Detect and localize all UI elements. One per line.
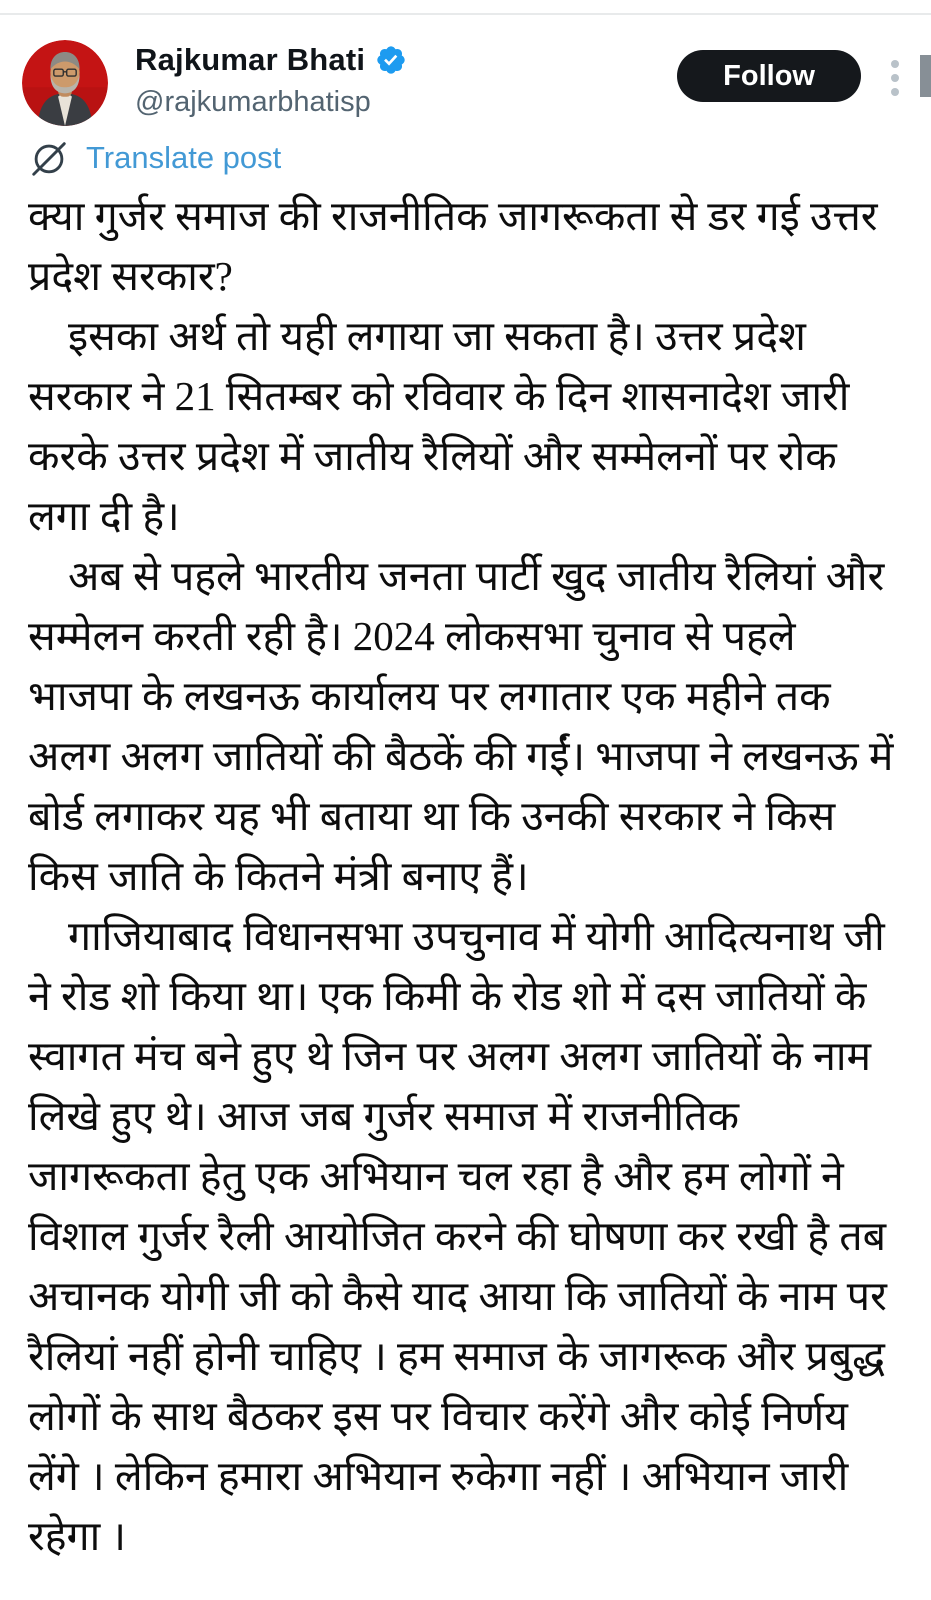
more-dot	[891, 74, 899, 82]
verified-badge-icon	[375, 44, 407, 76]
post-paragraph: इसका अर्थ तो यही लगाया जा सकता है। उत्तर प्रदेश सरकार ने 21 सितम्बर को रविवार के दिन शासनादेश जारी करके उत्तर प्रदेश में जातीय रैलियों और सम्मेलनों पर रोक लगा दी है।	[28, 313, 850, 539]
avatar[interactable]	[22, 40, 108, 126]
post-paragraph: गाजियाबाद विधानसभा उपचुनाव में योगी आदित्यनाथ जी ने रोड शो किया था। एक किमी के रोड शो में दस जातियों के स्वागत मंच बने हुए थे जिन पर अलग अलग जातियों के नाम लिखे हुए थे। आज जब गुर्जर समाज में राजनीतिक जागरूकता हेतु एक अभियान चल रहा है और हम लोगों ने विशाल गुर्जर रैली आयोजित करने की घोषणा कर रखी है तब अचानक योगी जी को कैसे याद आया कि जातियों के नाम पर रैलियां नहीं होनी चाहिए । हम समाज के जागरूक और प्रबुद्ध लोगों के साथ बैठकर इस पर विचार करेंगे और कोई निर्णय लेंगे । लेकिन हमारा अभियान रुकेगा नहीं । अभियान जारी रहेगा ।	[28, 913, 887, 1559]
follow-button[interactable]: Follow	[677, 50, 861, 102]
scrollbar-thumb[interactable]	[920, 55, 931, 97]
translate-icon	[28, 136, 70, 180]
header-actions	[677, 40, 903, 102]
more-dot	[891, 60, 899, 68]
author-identity	[135, 40, 677, 119]
author-display-name[interactable]: Rajkumar Bhati	[135, 42, 366, 77]
translate-post-label[interactable]: Translate post	[86, 140, 282, 175]
name-row	[135, 42, 677, 78]
top-divider	[0, 13, 931, 15]
author-handle[interactable]: @rajkumarbhatisp	[135, 86, 371, 118]
post-paragraph: अब से पहले भारतीय जनता पार्टी खुद जातीय रैलियां और सम्मेलन करती रही है। 2024 लोकसभा चुनाव से पहले भाजपा के लखनऊ कार्यालय पर लगातार एक महीने तक अलग अलग जातियों की बैठकें की गईं। भाजपा ने लखनऊ में बोर्ड लगाकर यह भी बताया था कि उनकी सरकार ने किस किस जाति के कितने मंत्री बनाए हैं।	[28, 553, 894, 899]
more-dot	[891, 88, 899, 96]
avatar-image	[22, 40, 108, 126]
more-menu-icon[interactable]	[887, 54, 903, 102]
tweet-header	[22, 40, 903, 126]
translate-post-link[interactable]	[28, 136, 281, 180]
post-paragraph: क्या गुर्जर समाज की राजनीतिक जागरूकता से डर गई उत्तर प्रदेश सरकार?	[28, 193, 878, 299]
post-text	[28, 186, 906, 1566]
